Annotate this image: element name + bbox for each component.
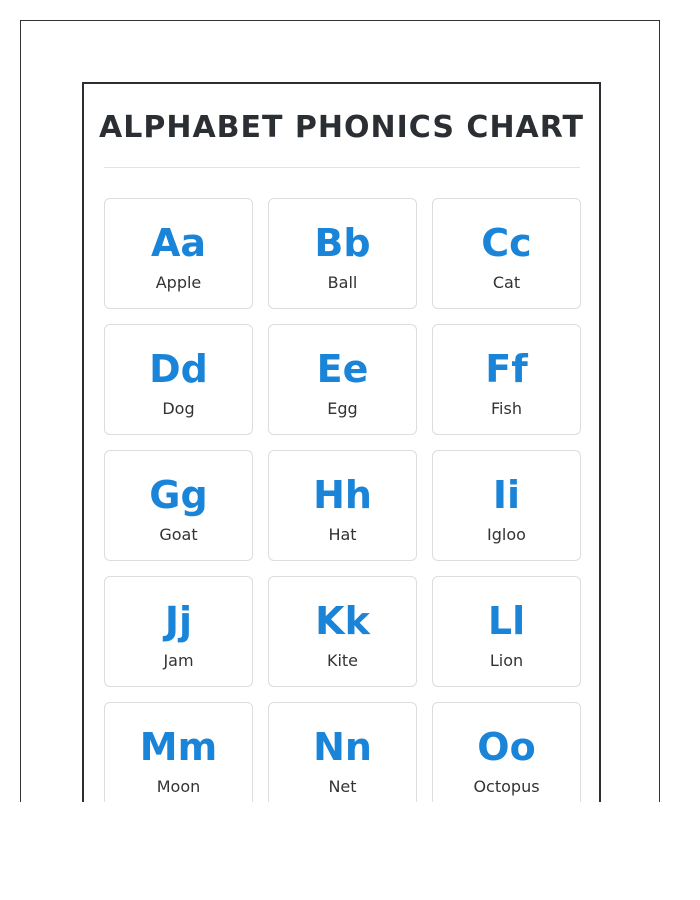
letter-pair: Cc: [481, 221, 532, 265]
letter-card-i: [432, 450, 581, 561]
letter-pair: Ff: [485, 347, 528, 391]
example-word: Apple: [155, 273, 202, 292]
example-word: Jam: [163, 651, 194, 670]
letter-card-j: [104, 576, 253, 687]
letter-card-g: [104, 450, 253, 561]
title-divider: [104, 167, 580, 168]
example-word: Net: [328, 777, 357, 796]
example-word: Cat: [492, 273, 521, 292]
letter-card-l: [432, 576, 581, 687]
letter-card-f: [432, 324, 581, 435]
chart-title: ALPHABET PHONICS CHART: [99, 110, 584, 145]
letter-pair: Mm: [139, 725, 218, 769]
example-word: Lion: [489, 651, 524, 670]
letter-card-b: [268, 198, 417, 309]
example-word: Ball: [327, 273, 358, 292]
letter-card-h: [268, 450, 417, 561]
example-word: Octopus: [473, 777, 540, 796]
example-word: Kite: [326, 651, 359, 670]
letter-card-a: [104, 198, 253, 309]
letter-pair: Jj: [164, 599, 193, 643]
letter-pair: Dd: [149, 347, 208, 391]
letter-card-m: [104, 702, 253, 802]
example-word: Igloo: [487, 525, 526, 544]
letter-pair: Ii: [492, 473, 521, 517]
example-word: Goat: [159, 525, 198, 544]
letter-pair: Oo: [477, 725, 536, 769]
letter-card-k: [268, 576, 417, 687]
letter-card-n: [268, 702, 417, 802]
letter-pair: Ee: [316, 347, 369, 391]
example-word: Fish: [491, 399, 522, 418]
page-frame: [20, 20, 660, 802]
example-word: Egg: [327, 399, 358, 418]
letter-pair: Gg: [149, 473, 208, 517]
letter-pair: Bb: [314, 221, 371, 265]
letter-card-o: [432, 702, 581, 802]
example-word: Hat: [328, 525, 357, 544]
phonics-chart: [82, 82, 601, 802]
letter-grid: [104, 198, 580, 802]
letter-card-e: [268, 324, 417, 435]
example-word: Dog: [162, 399, 195, 418]
letter-pair: Ll: [487, 599, 526, 643]
letter-pair: Kk: [315, 599, 370, 643]
letter-pair: Hh: [313, 473, 372, 517]
letter-card-c: [432, 198, 581, 309]
letter-pair: Nn: [313, 725, 372, 769]
example-word: Moon: [156, 777, 201, 796]
letter-card-d: [104, 324, 253, 435]
letter-pair: Aa: [150, 221, 207, 265]
